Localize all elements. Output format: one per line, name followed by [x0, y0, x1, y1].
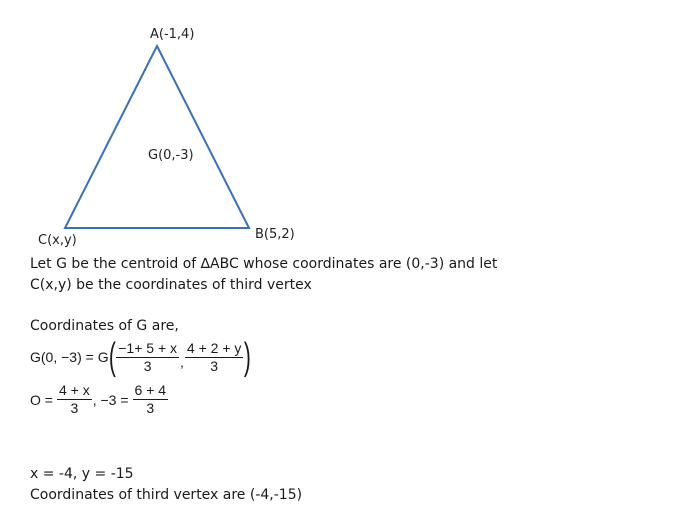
- eq2-frac1-numerator: 4 + x: [58, 382, 90, 398]
- eq1-comma: ,: [180, 354, 184, 370]
- coordinates-heading: Coordinates of G are,: [30, 318, 179, 334]
- vertex-b-label: B(5,2): [255, 227, 295, 242]
- eq1-frac1-denominator: 3: [143, 357, 152, 374]
- conclusion-line: Coordinates of third vertex are (-4,-15): [30, 487, 303, 503]
- centroid-label: G(0,-3): [148, 148, 194, 163]
- eq1-frac2-denominator: 3: [210, 357, 219, 374]
- triangle-abc: [65, 46, 249, 228]
- result-line: x = -4, y = -15: [30, 466, 134, 482]
- vertex-a-label: A(-1,4): [150, 27, 195, 42]
- equation-components: [30, 382, 169, 417]
- eq2-mid: , −3 =: [92, 391, 129, 408]
- intro-line-1: Let G be the centroid of ∆ABC whose coordinates are (0,-3) and let: [30, 256, 498, 272]
- eq2-frac1-denominator: 3: [70, 400, 79, 416]
- eq2-frac2-numerator: 6 + 4: [134, 382, 167, 398]
- eq1-lhs: G(0, −3) = G: [30, 349, 109, 365]
- eq2-fraction-y: [133, 382, 169, 417]
- equation-centroid: [30, 338, 251, 376]
- eq1-fraction-y: [185, 340, 243, 375]
- eq2-fraction-x: [57, 382, 92, 417]
- eq2-lhs: O =: [30, 391, 53, 408]
- eq1-frac2-numerator: 4 + 2 + y: [186, 339, 242, 356]
- right-paren: ): [244, 336, 252, 378]
- eq1-fraction-x: [116, 340, 179, 375]
- eq1-frac1-numerator: −1+ 5 + x: [118, 339, 178, 356]
- eq2-frac2-denominator: 3: [146, 400, 155, 416]
- intro-line-2: C(x,y) be the coordinates of third vertex: [30, 277, 312, 293]
- left-paren: (: [108, 336, 116, 378]
- vertex-c-label: C(x,y): [38, 233, 77, 248]
